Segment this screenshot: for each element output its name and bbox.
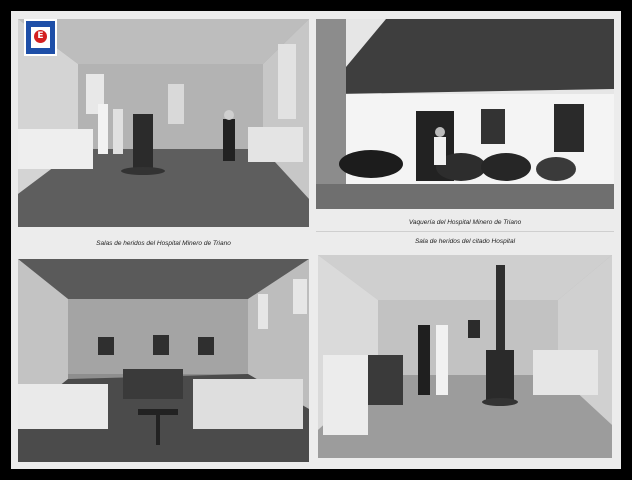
dairy-scene	[316, 19, 614, 209]
caption-top-right: Vaquería del Hospital Minero de Triano	[408, 219, 522, 226]
caption-top-left: Salas de heridos del Hospital Minero de Triano	[96, 240, 231, 247]
ward-photo-bottom-right	[318, 255, 612, 458]
nurses-ward-scene	[318, 255, 612, 458]
hospital-logo	[24, 19, 57, 56]
ward-photo-bottom-left	[18, 259, 309, 462]
ward-photo-top-left	[18, 19, 309, 227]
logo-letter: E	[34, 30, 47, 43]
large-ward-scene	[18, 259, 309, 462]
caption-bottom-right-title: Sala de heridos del citado Hospital	[414, 238, 516, 245]
dairy-photo	[316, 19, 614, 209]
caption-divider	[316, 231, 614, 232]
album-page	[11, 11, 621, 469]
ward-scene	[18, 19, 309, 227]
